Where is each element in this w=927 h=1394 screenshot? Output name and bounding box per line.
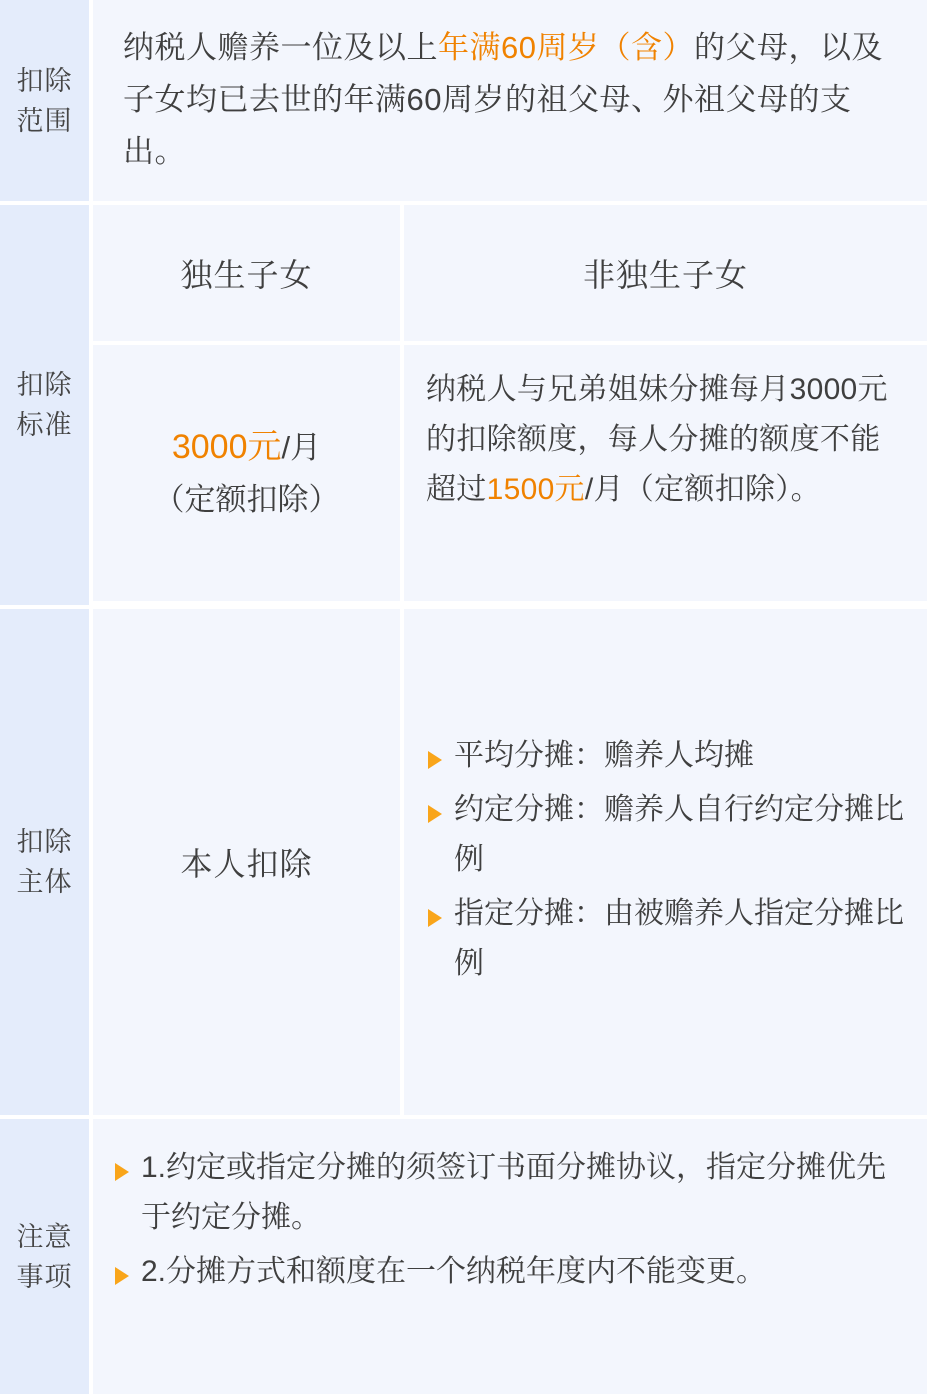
standard-col1-note: （定额扣除） bbox=[153, 481, 340, 517]
subject-col1-value: 本人扣除 bbox=[93, 609, 404, 1119]
standard-col2-value bbox=[404, 345, 927, 605]
table-row-notes bbox=[0, 1119, 927, 1394]
triangle-bullet-icon bbox=[115, 1267, 129, 1285]
row-header-notes-line2: 事项 bbox=[16, 1261, 73, 1292]
subject-col2-list bbox=[404, 609, 927, 1119]
list-item-label: 2.分摊方式和额度在一个纳税年度内不能变更。 bbox=[141, 1255, 767, 1288]
triangle-bullet-icon bbox=[428, 751, 442, 769]
list-item-label: 平均分摊：赡养人均摊 bbox=[454, 739, 754, 772]
list-item bbox=[115, 1247, 907, 1297]
list-item bbox=[428, 731, 913, 781]
standard-title-subrow bbox=[93, 205, 927, 345]
standard-col2-highlight: 1500元 bbox=[486, 473, 585, 506]
list-item bbox=[428, 889, 913, 989]
standard-col2-title: 非独生子女 bbox=[404, 205, 927, 345]
list-item bbox=[428, 785, 913, 885]
table-row-scope bbox=[0, 0, 927, 205]
row-header-subject-line1: 扣除 bbox=[16, 827, 73, 857]
scope-text-highlight: 年满60周岁（含） bbox=[438, 30, 694, 65]
triangle-bullet-icon bbox=[428, 805, 442, 823]
standard-col2-text-part1: 纳税人与兄弟姐妹分摊每月3000元的扣除额度，每人分摊的额度不能超过 bbox=[426, 373, 888, 506]
standard-col1-title: 独生子女 bbox=[93, 205, 404, 345]
table-row-subject bbox=[0, 609, 927, 1119]
scope-content-cell bbox=[93, 0, 927, 205]
triangle-bullet-icon bbox=[428, 909, 442, 927]
standard-col2-text-part2: /月（定额扣除）。 bbox=[584, 473, 821, 506]
scope-text-part1: 纳税人赡养一位及以上 bbox=[123, 30, 438, 65]
list-item bbox=[115, 1143, 907, 1243]
triangle-bullet-icon bbox=[115, 1163, 129, 1181]
row-header-notes-line1: 注意 bbox=[16, 1221, 73, 1252]
row-header-subject bbox=[0, 609, 93, 1119]
row-header-standard bbox=[0, 205, 93, 609]
row-header-scope bbox=[0, 0, 93, 205]
standard-col1-amount: 3000元 bbox=[171, 427, 282, 466]
row-header-scope-line1: 扣除 bbox=[16, 65, 73, 96]
list-item-label: 约定分摊：赡养人自行约定分摊比例 bbox=[454, 793, 904, 876]
row-header-notes bbox=[0, 1119, 93, 1394]
row-header-standard-line1: 扣除 bbox=[16, 370, 73, 400]
standard-col1-value bbox=[93, 345, 404, 605]
notes-content-cell bbox=[93, 1119, 927, 1394]
standard-right-block bbox=[93, 205, 927, 609]
row-header-standard-line2: 标准 bbox=[16, 410, 73, 440]
list-item-label: 指定分摊：由被赡养人指定分摊比例 bbox=[454, 897, 904, 980]
scope-text-part2: 的父母，以及子女均已去世的年满60周岁的祖父母、外祖父母的支出。 bbox=[123, 30, 883, 169]
row-header-subject-line2: 主体 bbox=[16, 867, 73, 897]
standard-value-subrow bbox=[93, 345, 927, 605]
row-header-scope-line2: 范围 bbox=[16, 105, 73, 136]
list-item-label: 1.约定或指定分摊的须签订书面分摊协议，指定分摊优先于约定分摊。 bbox=[141, 1151, 887, 1234]
standard-col1-unit: /月 bbox=[281, 429, 322, 465]
table-row-standard bbox=[0, 205, 927, 609]
